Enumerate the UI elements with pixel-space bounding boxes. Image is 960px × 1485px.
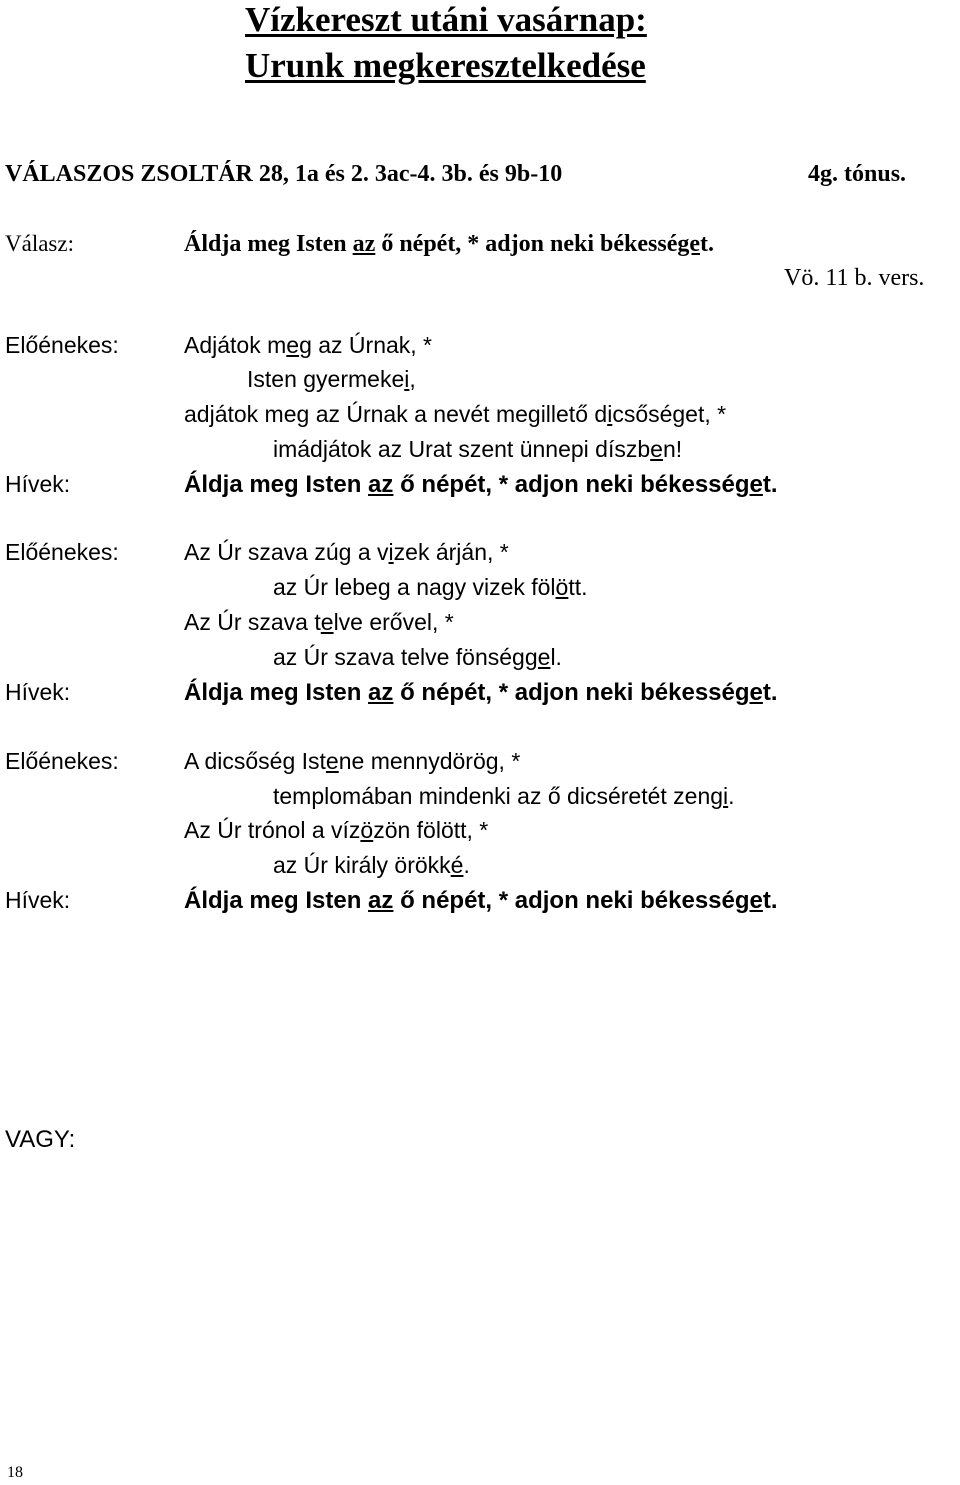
page-title-line-1: Vízkereszt utáni vasárnap: xyxy=(245,0,647,39)
response-reference: Vö. 11 b. vers. xyxy=(784,265,925,291)
verse-line: Az Úr szava telve erővel, * xyxy=(184,609,454,635)
response-text: Áldja meg Isten az ő népét, * adjon neki békességet. xyxy=(184,231,714,257)
cantor-label: Előénekes: xyxy=(5,539,119,565)
people-response: Áldja meg Isten az ő népét, * adjon neki békességet. xyxy=(184,887,778,914)
response-label: Válasz: xyxy=(5,231,74,256)
verse-line: Az Úr szava zúg a vizek árján, * xyxy=(184,539,509,565)
verse-line: Adjátok meg az Úrnak, * xyxy=(184,332,433,358)
page-number: 18 xyxy=(7,1464,23,1481)
psalm-tone: 4g. tónus. xyxy=(808,161,907,187)
psalm-heading: VÁLASZOS ZSOLTÁR 28, 1a és 2. 3ac-4. 3b. és 9b-10 xyxy=(5,161,563,187)
verse-line: imádjátok az Urat szent ünnepi díszben! xyxy=(273,436,683,462)
page-title-line-2: Urunk megkeresztelkedése xyxy=(245,46,646,85)
verse-line: az Úr szava telve fönséggel. xyxy=(273,644,562,670)
verse-line: adjátok meg az Úrnak a nevét megillető dicsőséget, * xyxy=(184,401,727,427)
verse-line: az Úr király örökké. xyxy=(273,852,470,878)
people-response: Áldja meg Isten az ő népét, * adjon neki békességet. xyxy=(184,471,778,498)
verse-line: az Úr lebeg a nagy vizek fölött. xyxy=(273,574,588,600)
verse-line: Az Úr trónol a vízözön fölött, * xyxy=(184,817,489,843)
verse-line: A dicsőség Istene mennydörög, * xyxy=(184,748,521,774)
people-response: Áldja meg Isten az ő népét, * adjon neki békességet. xyxy=(184,679,778,706)
people-label: Hívek: xyxy=(5,679,71,705)
people-label: Hívek: xyxy=(5,471,71,497)
people-label: Hívek: xyxy=(5,887,71,913)
cantor-label: Előénekes: xyxy=(5,748,119,774)
verse-line: Isten gyermekei, xyxy=(247,366,416,392)
alternative-label: VAGY: xyxy=(5,1126,76,1153)
cantor-label: Előénekes: xyxy=(5,332,119,358)
verse-line: templomában mindenki az ő dicséretét zengi. xyxy=(273,783,735,809)
